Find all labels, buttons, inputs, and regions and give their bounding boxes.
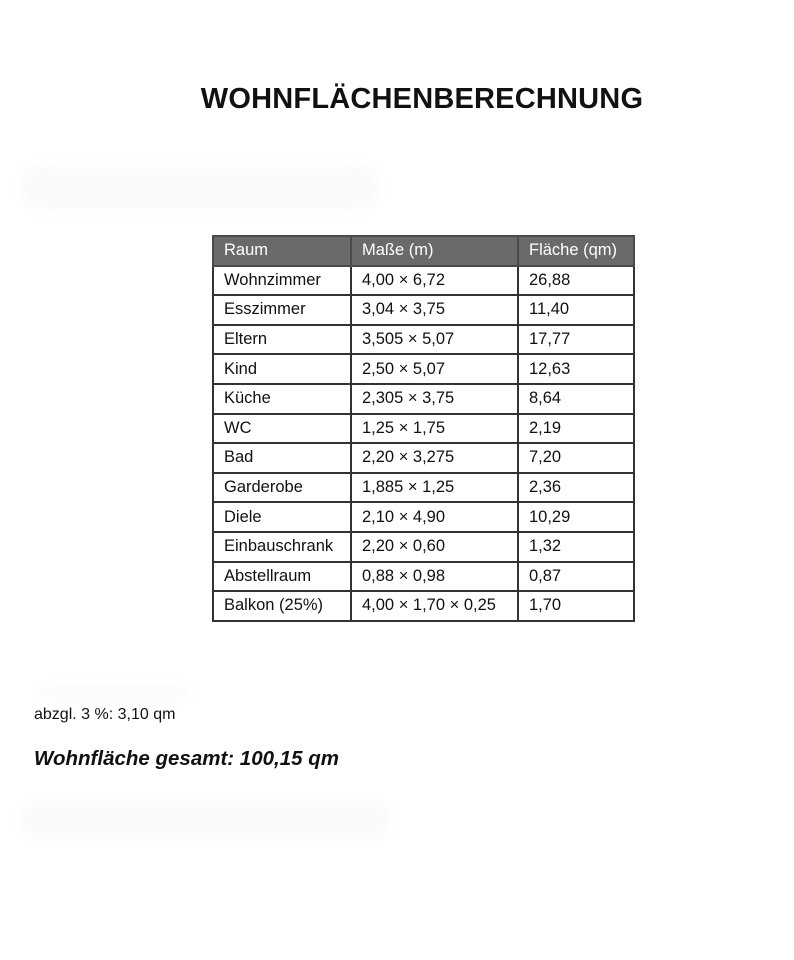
room-cell: Kind (213, 354, 351, 384)
table-row (213, 502, 634, 532)
area-cell: 17,77 (518, 325, 634, 355)
column-header-room: Raum (213, 236, 351, 266)
dimensions-cell: 0,88 × 0,98 (351, 562, 518, 592)
table-row (213, 266, 634, 296)
table-row (213, 591, 634, 621)
area-cell: 11,40 (518, 295, 634, 325)
dimensions-cell: 1,25 × 1,75 (351, 414, 518, 444)
total-living-area: Wohnfläche gesamt: 100,15 qm (34, 747, 339, 770)
area-cell: 7,20 (518, 443, 634, 473)
deduction-note: abzgl. 3 %: 3,10 qm (34, 706, 176, 723)
faded-text-smudge (20, 165, 380, 210)
room-cell: Diele (213, 502, 351, 532)
dimensions-cell: 3,505 × 5,07 (351, 325, 518, 355)
column-header-dimensions: Maße (m) (351, 236, 518, 266)
room-cell: Balkon (25%) (213, 591, 351, 621)
area-cell: 0,87 (518, 562, 634, 592)
area-cell: 26,88 (518, 266, 634, 296)
area-table (212, 235, 635, 622)
dimensions-cell: 2,20 × 0,60 (351, 532, 518, 562)
table-row (213, 384, 634, 414)
faded-text-smudge (20, 800, 390, 840)
dimensions-cell: 2,20 × 3,275 (351, 443, 518, 473)
room-cell: Garderobe (213, 473, 351, 503)
room-cell: Bad (213, 443, 351, 473)
page-title: WOHNFLÄCHENBERECHNUNG (200, 83, 644, 115)
area-cell: 1,70 (518, 591, 634, 621)
table-row (213, 532, 634, 562)
table-row (213, 325, 634, 355)
table-row (213, 562, 634, 592)
area-cell: 1,32 (518, 532, 634, 562)
room-cell: Esszimmer (213, 295, 351, 325)
dimensions-cell: 2,50 × 5,07 (351, 354, 518, 384)
table-row (213, 414, 634, 444)
area-cell: 8,64 (518, 384, 634, 414)
room-cell: Wohnzimmer (213, 266, 351, 296)
room-cell: Küche (213, 384, 351, 414)
dimensions-cell: 4,00 × 1,70 × 0,25 (351, 591, 518, 621)
table-row (213, 295, 634, 325)
dimensions-cell: 2,10 × 4,90 (351, 502, 518, 532)
faded-text-smudge (40, 686, 190, 700)
table-row (213, 473, 634, 503)
room-cell: WC (213, 414, 351, 444)
area-cell: 2,36 (518, 473, 634, 503)
table-row (213, 443, 634, 473)
area-cell: 12,63 (518, 354, 634, 384)
table-header-row (213, 236, 634, 266)
dimensions-cell: 3,04 × 3,75 (351, 295, 518, 325)
room-cell: Eltern (213, 325, 351, 355)
area-cell: 2,19 (518, 414, 634, 444)
dimensions-cell: 4,00 × 6,72 (351, 266, 518, 296)
area-cell: 10,29 (518, 502, 634, 532)
room-cell: Abstellraum (213, 562, 351, 592)
room-cell: Einbauschrank (213, 532, 351, 562)
dimensions-cell: 1,885 × 1,25 (351, 473, 518, 503)
table-row (213, 354, 634, 384)
column-header-area: Fläche (qm) (518, 236, 634, 266)
dimensions-cell: 2,305 × 3,75 (351, 384, 518, 414)
